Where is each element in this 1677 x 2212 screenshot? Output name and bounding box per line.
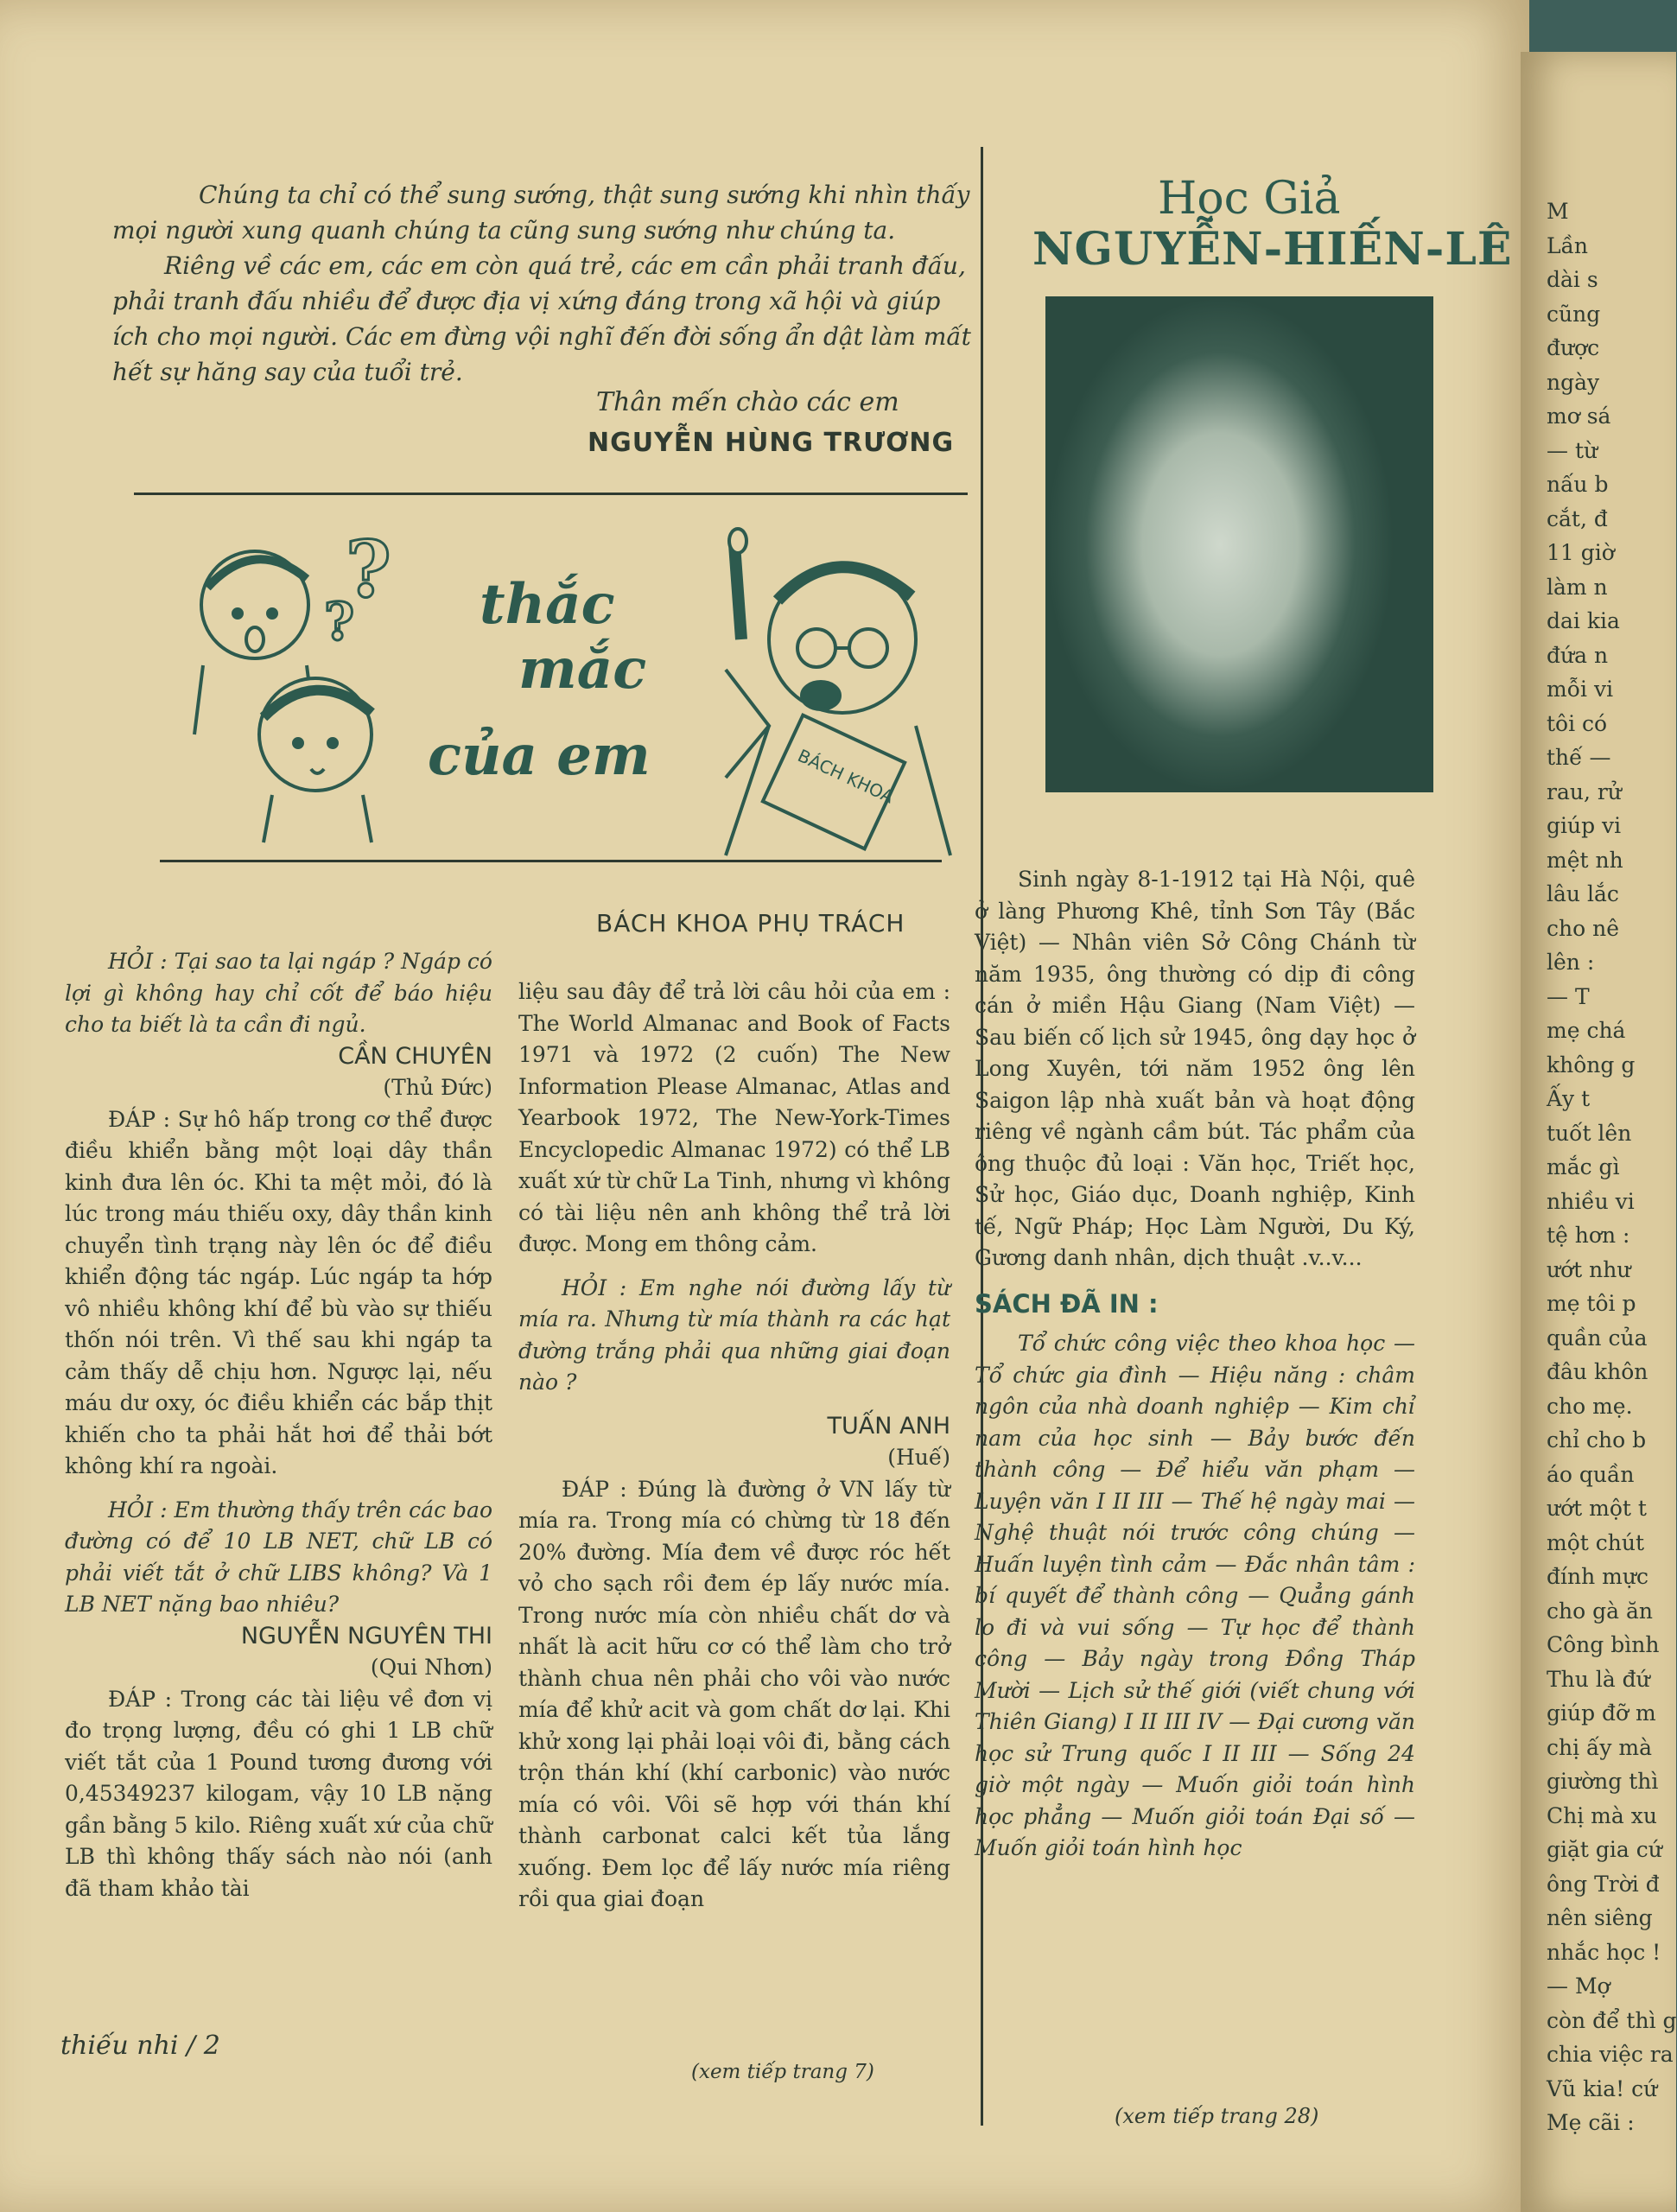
next-page-line: — từ xyxy=(1547,437,1598,463)
books-list: Tổ chức công việc theo khoa học — Tổ chức gia đình — Hiệu năng : châm ngôn của nhà doanh nghiệp — Kim chỉ nam của học sinh — Bảy bước đến thành công — Để hiểu văn phạm — Luyện văn I II III — Thế hệ ngày mai — Nghệ thuật nói trước công chúng — Huấn luyện tình cảm — Đắc nhân tâm : bí quyết để thành công — Quẳng gánh lo đi và vui sống — Tự học để thành công — Bảy ngày trong Đồng Tháp Mười — Lịch sử thế giới (viết chung với Thiên Giang) I II III IV — Đại cương văn học sử Trung quốc I II III — Sống 24 giờ một ngày — Muốn giỏi toán hình học phẳng — Muốn giỏi toán Đại số — Muốn giỏi toán hình học xyxy=(975,1331,1415,1860)
banner-title-line-1: thắc xyxy=(480,572,615,637)
next-page-line: thế — xyxy=(1547,745,1611,770)
svg-text:?: ? xyxy=(324,592,355,652)
next-page-line: tệ hơn : xyxy=(1547,1223,1630,1248)
magazine-footer: thiếu nhi / 2 xyxy=(60,2031,220,2061)
profile-bio: Sinh ngày 8-1-1912 tại Hà Nội, quê ở làng Phương Khê, tỉnh Sơn Tây (Bắc Việt) — Nhân viên Sở Công Chánh từ năm 1935, ông thường có dịp đi công cán ở miền Hậu Giang (Nam Việt) — Sau biến cố lịch sử 1945, ông dạy học ở Long Xuyên, tới năm 1952 ông lên Saigon lập nhà xuất bản và hoạt động riêng về ngành cầm bút. Tác phẩm của ông thuộc đủ loại : Văn học, Triết học, Sử học, Giáo dục, Doanh nghiệp, Kinh tế, Ngữ Pháp; Học Làm Người, Du Ký, Gương danh nhân, dịch thuật .v..v... xyxy=(975,867,1415,1270)
next-page-line: giúp vi xyxy=(1547,813,1622,838)
next-page-line: dài s xyxy=(1547,267,1598,292)
next-page-line: không g xyxy=(1547,1052,1636,1077)
next-page-line: Công bình xyxy=(1547,1632,1660,1657)
next-page-line: giặt gia cứ xyxy=(1547,1837,1662,1862)
profile-title-small: Học Giả xyxy=(1158,173,1341,225)
next-page-line: quần của xyxy=(1547,1325,1648,1351)
book-label: BÁCH KHOA xyxy=(794,745,898,808)
qa-column-2 xyxy=(518,976,950,1916)
intro-letter xyxy=(112,177,985,390)
next-page-line: ướt một t xyxy=(1547,1496,1647,1521)
next-page-line: lên : xyxy=(1547,950,1595,975)
next-page-line: Mẹ cãi : xyxy=(1547,2110,1635,2135)
next-page-line: cắt, đ xyxy=(1547,505,1608,531)
next-page-line: tuốt lên xyxy=(1547,1120,1632,1146)
next-page-line: Chị mà xu xyxy=(1547,1802,1657,1828)
continued-page-7: (xem tiếp trang 7) xyxy=(691,2061,874,2083)
next-page-line: cho mẹ. xyxy=(1547,1393,1633,1419)
next-page-line: được xyxy=(1547,335,1600,360)
next-page-line: rau, rử xyxy=(1547,779,1622,804)
next-page-line: Vũ kia! cứ xyxy=(1547,2075,1658,2101)
next-page-line: làm n xyxy=(1547,574,1608,600)
next-page-line: chỉ cho b xyxy=(1547,1427,1647,1452)
intro-closing: Thân mến chào các em xyxy=(596,387,899,417)
books-heading: SÁCH ĐÃ IN : xyxy=(975,1288,1159,1319)
answer-2: ĐÁP : Trong các tài liệu về đơn vị đo trọng lượng, đều có ghi 1 LB chữ viết tắt của 1 Pound tương đương với 0,45349237 kilogam, vậy 10 LB nặng gần bằng 5 kilo. Riêng xuất xứ của chữ LB thì không thấy sách nào nói (anh đã tham khảo tài xyxy=(65,1686,492,1901)
next-page-line: ướt như xyxy=(1547,1256,1631,1282)
next-page-line: nhiều vi xyxy=(1547,1188,1635,1214)
question-2: HỎI : Em thường thấy trên các bao đường có để 10 LB NET, chữ LB có phải viết tắt ở chữ LIBS không? Và 1 LB NET nặng bao nhiêu? xyxy=(65,1497,492,1617)
divider-banner xyxy=(160,860,942,862)
teacher-illustration xyxy=(674,518,959,855)
next-page-line: ngày xyxy=(1547,369,1600,395)
answer-1: ĐÁP : Sự hô hấp trong cơ thể được điều khiển bằng một loại dây thần kinh đưa lên óc. Khi ta mệt mỏi, đó là lúc trong máu thiếu oxy, dây thần kinh chuyển tình trạng này lên óc để điều khiển động tác ngáp. Lúc ngáp ta hớp vô nhiều không khí để bù vào sự thiếu thốn nói trên. Vì thế sau khi ngáp ta cảm thấy dễ chịu hơn. Ngược lại, nếu máu dư oxy, óc điều khiển các bắp thịt khiến cho ta phải hắt hơi để thải bớt không khí ra ngoài. xyxy=(65,1106,492,1478)
next-page-line: mệt nh xyxy=(1547,847,1623,873)
next-page-line: mẹ chá xyxy=(1547,1018,1626,1043)
next-page-line: dai kia xyxy=(1547,608,1620,633)
question-2-place: (Qui Nhơn) xyxy=(370,1655,492,1680)
question-1-place: (Thủ Đức) xyxy=(383,1075,492,1100)
next-page-line: mỗi vi xyxy=(1547,677,1614,702)
qa-column-1 xyxy=(65,946,492,1904)
next-page-line: Thu là đứ xyxy=(1547,1666,1650,1692)
banner-title-line-3: của em xyxy=(428,723,651,788)
next-page-line: một chút xyxy=(1547,1529,1645,1555)
question-1: HỎI : Tại sao ta lại ngáp ? Ngáp có lợi gì không hay chỉ cốt để báo hiệu cho ta biết là ta cần đi ngủ. xyxy=(65,949,492,1037)
next-page-line: M xyxy=(1547,199,1569,224)
portrait-photo xyxy=(1047,298,1432,791)
next-page-line: — Mợ xyxy=(1547,1974,1610,1999)
next-page-line: chị ấy mà xyxy=(1547,1734,1653,1760)
next-page-line: đâu khôn xyxy=(1547,1359,1648,1384)
answer-2-continued: liệu sau đây để trả lời câu hỏi của em : The World Almanac and Book of Facts 1971 và 1972 (2 cuốn) The New Information Please Almanac, Atlas and Yearbook 1972, The New-York-Times Encyclopedic Almanac 1972) có thể LB xuất xứ từ chữ La Tinh, nhưng vì không có tài liệu nên anh không thể trả lời được. Mong em thông cảm. xyxy=(518,979,950,1256)
next-page-line: đính mực xyxy=(1547,1564,1648,1589)
next-page-line: giúp đỡ m xyxy=(1547,1700,1656,1726)
next-page-line: cho gà ăn xyxy=(1547,1598,1653,1624)
svg-text:?: ? xyxy=(346,524,391,615)
continued-page-28: (xem tiếp trang 28) xyxy=(1115,2104,1319,2128)
next-page-edge xyxy=(1521,52,1676,2212)
next-page-line: ông Trời đ xyxy=(1547,1871,1660,1897)
question-1-name: CẦN CHUYÊN xyxy=(338,1042,492,1070)
next-page-line: cũng xyxy=(1547,301,1601,327)
next-page-line: nên siêng xyxy=(1547,1905,1653,1930)
next-page-line: Lần xyxy=(1547,232,1589,258)
next-page-line: Ấy t xyxy=(1547,1086,1591,1111)
next-page-line: còn để thì g xyxy=(1547,2007,1677,2033)
next-page-line: chia việc ra xyxy=(1547,2042,1674,2067)
next-page-line: mắc gì xyxy=(1547,1154,1620,1179)
intro-paragraph-1: Chúng ta chỉ có thể sung sướng, thật sung sướng khi nhìn thấy mọi người xung quanh chúng ta cũng sung sướng như chúng ta. xyxy=(112,181,970,245)
profile-column xyxy=(975,864,1415,1865)
section-credit: BÁCH KHOA PHỤ TRÁCH xyxy=(596,909,905,938)
next-page-line: tôi có xyxy=(1547,710,1608,736)
next-page-line: giường thì xyxy=(1547,1769,1659,1794)
next-page-line: 11 giờ xyxy=(1547,540,1615,565)
divider-top xyxy=(134,493,968,495)
intro-signer: NGUYỄN HÙNG TRƯƠNG xyxy=(588,428,955,458)
question-3-place: (Huế) xyxy=(887,1445,950,1470)
question-3-name: TUẤN ANH xyxy=(827,1412,950,1440)
next-page-line: — T xyxy=(1547,983,1590,1009)
next-page-line: cho nê xyxy=(1547,915,1619,941)
next-page-line: mẹ tôi p xyxy=(1547,1291,1636,1316)
next-page-line: nấu b xyxy=(1547,472,1609,497)
next-page-line: đứa n xyxy=(1547,642,1609,668)
answer-3: ĐÁP : Đúng là đường ở VN lấy từ mía ra. Trong mía có chừng từ 18 đến 20% đường. Mía đem về được róc hết vỏ cho sạch rồi đem ép lấy nước mía. Trong nước mía còn nhiều chất dơ và nhất là acit hữu cơ có thể làm cho trở thành chua nên phải cho vôi vào nước mía để khử acit và gom chất dơ lại. Khi khử xong lại phải loại vôi đi, bằng cách trộn thán khí (khí carbonic) vào nước mía có vôi. Vôi sẽ hợp với thán khí thành carbonat calci kết tủa lắng xuống. Đem lọc để lấy nước mía riêng rồi qua giai đoạn xyxy=(518,1476,950,1911)
children-illustration xyxy=(168,518,428,847)
intro-paragraph-2: Riêng về các em, các em còn quá trẻ, các em cần phải tranh đấu, phải tranh đấu nhiều để được địa vị xứng đáng trong xã hội và giúp ích cho mọi người. Các em đừng vội nghĩ đến đời sống ẩn dật làm mất hết sự hăng say của tuổi trẻ. xyxy=(112,251,971,386)
next-page-line: mơ sá xyxy=(1547,404,1611,429)
banner-title-line-2: mắc xyxy=(518,637,647,702)
next-page-line: nhắc học ! xyxy=(1547,1939,1661,1965)
next-page-line: lâu lắc xyxy=(1547,881,1619,906)
question-3: HỎI : Em nghe nói đường lấy từ mía ra. Nhưng từ mía thành ra các hạt đường trắng phải qua những giai đoạn nào ? xyxy=(518,1274,950,1395)
profile-title-name: NGUYỄN-HIẾN-LÊ xyxy=(1032,223,1513,276)
question-2-name: NGUYỄN NGUYÊN THI xyxy=(240,1622,492,1649)
next-page-line: áo quần xyxy=(1547,1461,1635,1487)
